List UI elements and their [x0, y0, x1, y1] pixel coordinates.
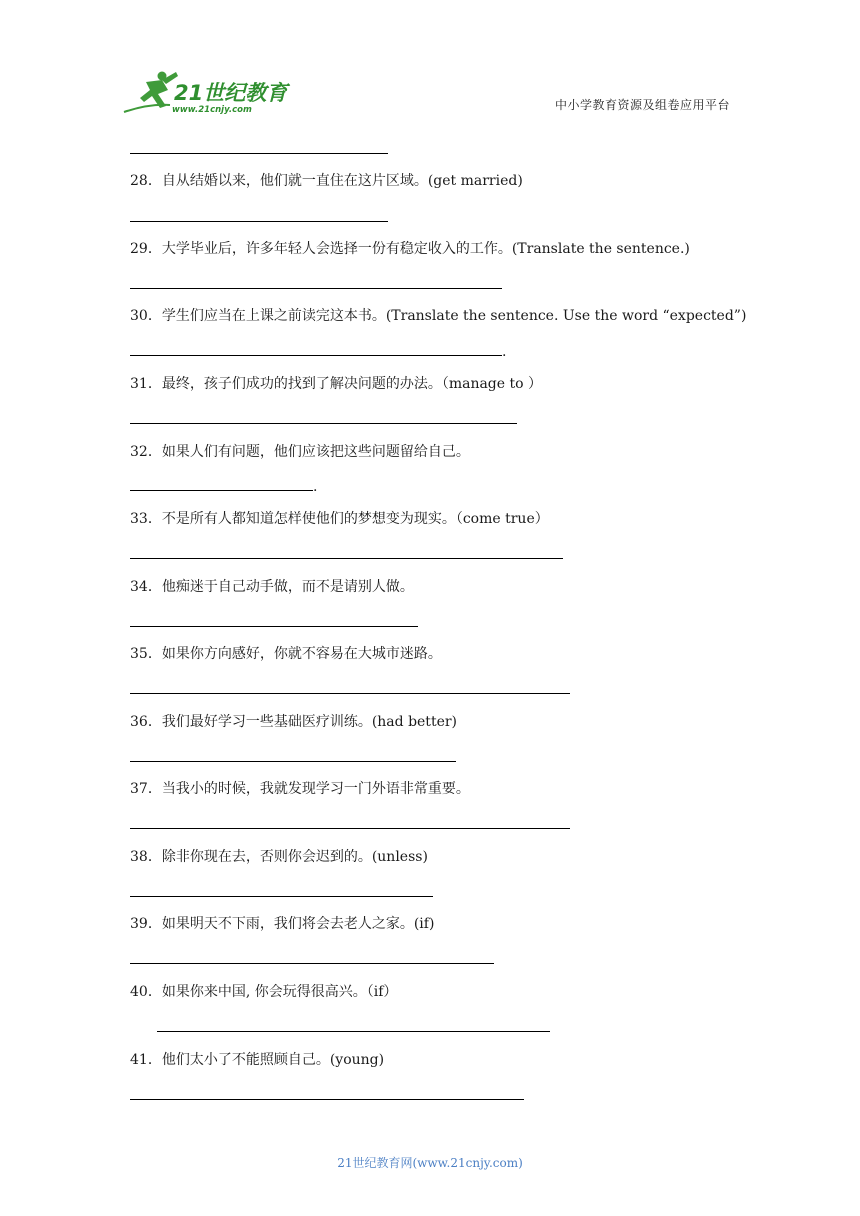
- answer-line-32[interactable]: [130, 490, 313, 491]
- question-41: [130, 1051, 384, 1069]
- question-number: 35．: [130, 646, 162, 662]
- question-text: 他痴迷于自己动手做，而不是请别人做。: [161, 579, 414, 595]
- question-text: 不是所有人都知道怎样使他们的梦想变为现实。（come true）: [161, 511, 549, 527]
- sentence-period: .: [502, 344, 507, 360]
- question-number: 40．: [130, 984, 162, 1000]
- question-33: [130, 510, 549, 528]
- answer-line-30[interactable]: [130, 355, 502, 356]
- question-number: 32．: [130, 444, 162, 460]
- question-text: 最终，孩子们成功的找到了解决问题的办法。（manage to ）: [161, 376, 543, 392]
- page-header: [0, 0, 860, 130]
- question-38: [130, 848, 428, 866]
- runner-icon: [124, 72, 178, 113]
- question-28: [130, 172, 523, 190]
- logo-brand: 21世纪教育: [174, 81, 288, 105]
- answer-line-37[interactable]: [130, 828, 570, 829]
- question-number: 31．: [130, 376, 162, 392]
- question-number: 41．: [130, 1052, 162, 1068]
- question-36: [130, 713, 457, 731]
- answer-line-41[interactable]: [130, 1099, 524, 1100]
- question-39: [130, 915, 434, 933]
- question-30: [130, 307, 746, 325]
- question-number: 28．: [130, 173, 162, 189]
- question-text: 他们太小了不能照顾自己。(young): [161, 1052, 385, 1068]
- question-number: 38．: [130, 849, 162, 865]
- answer-line-40[interactable]: [157, 1031, 550, 1032]
- question-number: 37．: [130, 781, 162, 797]
- question-34: [130, 578, 414, 596]
- question-text: 我们最好学习一些基础医疗训练。(had better): [161, 714, 458, 730]
- question-number: 34．: [130, 579, 162, 595]
- question-40: [130, 983, 397, 1001]
- answer-line-36[interactable]: [130, 761, 456, 762]
- answer-line-28[interactable]: [130, 221, 388, 222]
- question-text: 当我小的时候，我就发现学习一门外语非常重要。: [161, 781, 470, 797]
- answer-line-31[interactable]: [130, 423, 517, 424]
- question-text: 自从结婚以来，他们就一直住在这片区域。(get married): [161, 173, 523, 189]
- question-text: 如果你方向感好，你就不容易在大城市迷路。: [161, 646, 442, 662]
- answer-line-39[interactable]: [130, 963, 494, 964]
- question-32: [130, 443, 470, 461]
- question-text: 如果明天不下雨，我们将会去老人之家。(if): [161, 916, 435, 932]
- question-35: [130, 645, 442, 663]
- sentence-period: .: [313, 479, 318, 495]
- question-number: 30．: [130, 308, 162, 324]
- question-text: 除非你现在去，否则你会迟到的。(unless): [161, 849, 428, 865]
- logo-url: www.21cnjy.com: [172, 105, 252, 115]
- question-number: 33．: [130, 511, 162, 527]
- question-number: 39．: [130, 916, 162, 932]
- answer-line-27[interactable]: [130, 153, 388, 154]
- page-footer[interactable]: 21世纪教育网(www.21cnjy.com): [337, 1156, 523, 1170]
- answer-line-33[interactable]: [130, 558, 563, 559]
- question-29: [130, 240, 690, 258]
- question-text: 大学毕业后，许多年轻人会选择一份有稳定收入的工作。(Translate the sentence.): [161, 241, 690, 257]
- question-31: [130, 375, 542, 393]
- question-text: 如果人们有问题，他们应该把这些问题留给自己。: [161, 444, 470, 460]
- question-number: 29．: [130, 241, 162, 257]
- logo: [122, 68, 292, 116]
- question-number: 36．: [130, 714, 162, 730]
- question-text: 如果你来中国, 你会玩得很高兴。（if）: [161, 984, 398, 1000]
- question-text: 学生们应当在上课之前读完这本书。(Translate the sentence. Use the word “expected”): [161, 308, 747, 324]
- answer-line-29[interactable]: [130, 288, 502, 289]
- question-37: [130, 780, 470, 798]
- answer-line-35[interactable]: [130, 693, 570, 694]
- answer-line-34[interactable]: [130, 626, 418, 627]
- answer-line-38[interactable]: [130, 896, 433, 897]
- header-tagline: 中小学教育资源及组卷应用平台: [554, 98, 730, 112]
